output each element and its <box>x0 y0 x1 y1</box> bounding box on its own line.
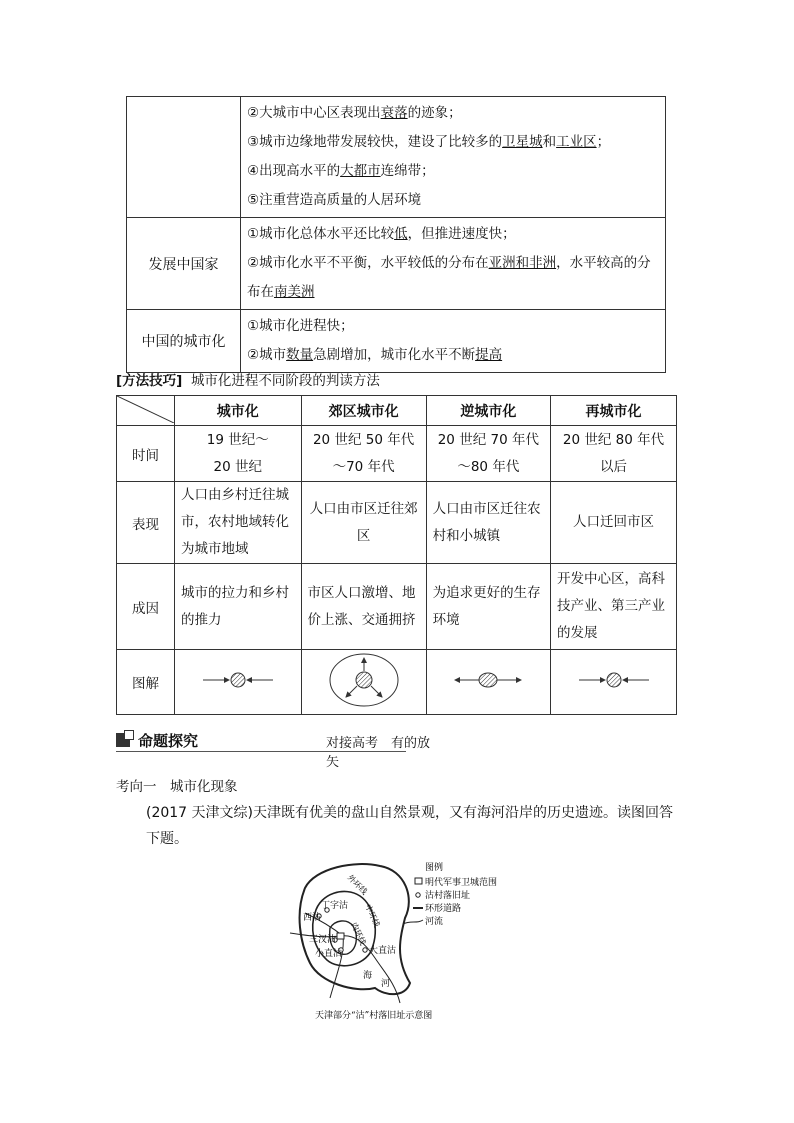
section-title: 命题探究 <box>138 732 199 750</box>
river-label: 河 <box>381 979 391 989</box>
diagram-cell <box>175 650 302 715</box>
stage-table <box>116 395 677 715</box>
content-line <box>247 312 659 341</box>
row-label <box>127 97 241 218</box>
military-wall-marker <box>337 933 344 939</box>
stage-cell: 20 世纪 50 年代 ～70 年代 <box>301 426 426 482</box>
question-heading: 考向一 城市化现象 <box>116 779 238 795</box>
text-segment: 连绵带； <box>380 163 435 179</box>
stage-cell: 城市的拉力和乡村的推力 <box>175 564 302 650</box>
place-label: 三汊沽 <box>309 935 337 945</box>
content-line <box>247 220 659 249</box>
content-line <box>247 157 659 186</box>
underlined-answer: 提高 <box>475 347 503 363</box>
table-row <box>127 218 666 310</box>
stage-cell: 20 世纪 70 年代 ～80 年代 <box>426 426 550 482</box>
content-line <box>247 99 659 128</box>
underlined-answer: 衰落 <box>380 105 408 121</box>
diagram-row <box>117 650 677 715</box>
river-label: 海 <box>363 971 373 981</box>
inflow-diagram-icon <box>559 650 669 710</box>
row-content <box>241 97 666 218</box>
row-label: 发展中国家 <box>127 218 241 310</box>
stage-row-label: 成因 <box>117 564 175 650</box>
content-line <box>247 278 659 307</box>
text-segment: ④出现高水平的 <box>247 163 341 179</box>
stage-cell: 人口由乡村迁往城市，农村地域转化为城市地域 <box>175 482 302 564</box>
legend-title: 图例 <box>425 863 444 873</box>
text-segment: ； <box>596 134 611 150</box>
underlined-answer: 亚洲和非洲 <box>488 255 557 271</box>
text-segment: ①城市化总体水平还比较 <box>247 226 395 242</box>
village-dot <box>363 948 367 952</box>
outflow-ring-diagram-icon <box>309 650 419 710</box>
outflow-diagram-icon <box>433 650 543 710</box>
text-segment: ①城市化进程快； <box>247 318 354 334</box>
diagonal-line <box>117 396 174 423</box>
stage-row-label: 表现 <box>117 482 175 564</box>
tianjin-map <box>285 858 525 1028</box>
text-segment: 急剧增加，城市化水平不断 <box>313 347 476 363</box>
stage-cell: 为追求更好的生存环境 <box>426 564 550 650</box>
table-row <box>127 310 666 373</box>
stage-cell: 人口迁回市区 <box>551 482 677 564</box>
legend-river-icon <box>403 920 423 924</box>
inflow-diagram-icon <box>183 650 293 710</box>
underlined-answer: 大都市 <box>340 163 381 179</box>
header-urbanization: 城市化 <box>175 396 302 426</box>
header-counter-urbanization: 逆城市化 <box>426 396 550 426</box>
row-content <box>241 218 666 310</box>
content-line <box>247 186 659 215</box>
place-label: 小直沽 <box>315 949 343 959</box>
stage-row-label: 图解 <box>117 650 175 715</box>
text-segment: 布在 <box>247 284 274 300</box>
underlined-answer: 南美洲 <box>274 284 315 300</box>
legend-item: 明代军事卫城范围 <box>425 878 498 888</box>
content-line <box>247 128 659 157</box>
text-segment: ②城市 <box>247 347 287 363</box>
header-suburbanization: 郊区城市化 <box>301 396 426 426</box>
stage-row <box>117 482 677 564</box>
stage-cell: 19 世纪～ 20 世纪 <box>175 426 302 482</box>
question-text: (2017 天津文综)天津既有优美的盘山自然景观，又有海河沿岸的历史遗迹。读图回答下题。 <box>146 805 674 847</box>
text-segment: 的迹象； <box>407 105 462 121</box>
text-segment: ②城市化水平不平衡，水平较低的分布在 <box>247 255 489 271</box>
stage-cell: 开发中心区，高科技产业、第三产业的发展 <box>551 564 677 650</box>
road-label: 外环线 <box>345 873 369 897</box>
legend-item: 环形道路 <box>425 904 462 914</box>
tips-title: 城市化进程不同阶段的判读方法 <box>190 373 380 389</box>
text-segment: ，水平较高的分 <box>556 255 651 271</box>
section-subtitle: 对接高考 有的放矢 <box>326 736 431 770</box>
stage-cell: 人口由市区迁往郊区 <box>301 482 426 564</box>
legend-village-icon <box>416 893 420 897</box>
diagonal-header-cell <box>117 396 175 426</box>
underlined-answer: 数量 <box>286 347 314 363</box>
row-content <box>241 310 666 373</box>
table-row <box>127 97 666 218</box>
text-segment: ②大城市中心区表现出 <box>247 105 381 121</box>
stage-cell: 20 世纪 80 年代 以后 <box>551 426 677 482</box>
place-label: 大直沽 <box>369 946 397 956</box>
section-header <box>116 730 436 770</box>
row-label: 中国的城市化 <box>127 310 241 373</box>
legend-item: 沽村落旧址 <box>425 891 471 901</box>
text-segment: ③城市边缘地带发展较快，建设了比较多的 <box>247 134 503 150</box>
text-segment: 和 <box>542 134 557 150</box>
diagram-cell <box>426 650 550 715</box>
urbanization-table <box>126 96 666 373</box>
stage-row-label: 时间 <box>117 426 175 482</box>
stage-cell: 人口由市区迁往农村和小城镇 <box>426 482 550 564</box>
stage-row <box>117 564 677 650</box>
underlined-answer: 低 <box>394 226 408 242</box>
road-label: 内环线 <box>349 921 368 947</box>
legend-wall-icon <box>415 878 422 884</box>
road-label: 中环线 <box>363 903 382 929</box>
stage-row <box>117 426 677 482</box>
method-tips-heading <box>116 369 380 389</box>
header-reurbanization: 再城市化 <box>551 396 677 426</box>
tianjin-map-figure <box>285 858 525 1028</box>
place-label: 丁字沽 <box>321 901 349 911</box>
text-segment: ，但推进速度快； <box>407 226 516 242</box>
stage-cell: 市区人口激增、地价上涨、交通拥挤 <box>301 564 426 650</box>
diagram-cell <box>551 650 677 715</box>
content-line <box>247 249 659 278</box>
map-caption: 天津部分“沽”村落旧址示意图 <box>315 1011 433 1021</box>
text-segment: ⑤注重营造高质量的人居环境 <box>247 192 422 208</box>
place-label: 西沽 <box>303 913 322 923</box>
legend-item: 河流 <box>425 917 444 927</box>
content-line <box>247 341 659 370</box>
tips-bracket: [方法技巧] <box>116 373 183 389</box>
underlined-answer: 卫星城 <box>502 134 543 150</box>
section-divider <box>116 751 406 752</box>
diagram-cell <box>301 650 426 715</box>
section-square-icon-inner <box>124 730 134 740</box>
underlined-answer: 工业区 <box>556 134 597 150</box>
